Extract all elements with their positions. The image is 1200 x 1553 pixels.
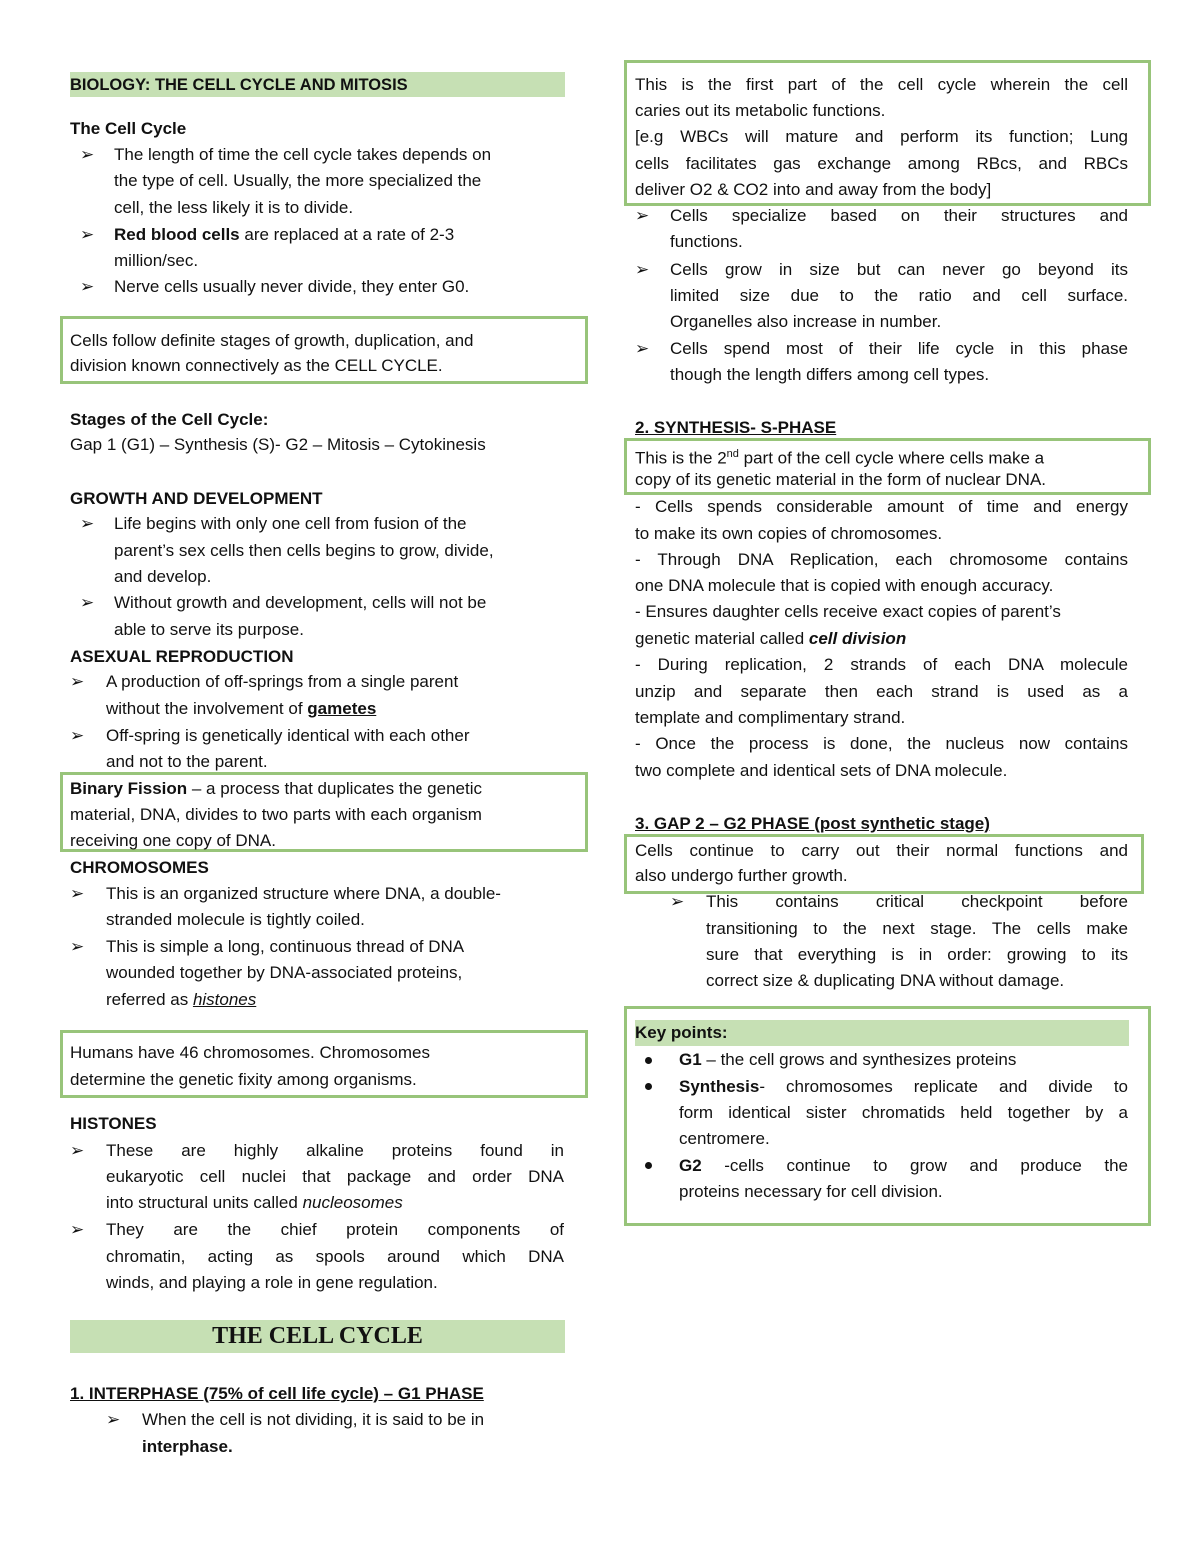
kp2-term: Synthesis: [679, 1077, 760, 1096]
interphase-bullet-line-2: interphase.: [142, 1437, 233, 1456]
definition-line-2: division known connectively as the CELL CYCLE.: [70, 356, 443, 375]
bullet-text: are replaced at a rate of 2-3: [244, 225, 455, 244]
arrowhead-bullet-icon: ➢: [635, 260, 650, 279]
g2-bullet-line-3: sure that everything is in order: growing to its: [706, 945, 1128, 964]
g2-heading: 3. GAP 2 – G2 PHASE (post synthetic stage): [635, 814, 990, 833]
arrowhead-bullet-icon: ➢: [70, 1220, 85, 1239]
chromo-bullet-2-line-1: This is simple a long, continuous thread of DNA: [106, 937, 465, 956]
interphase-bullet-line-1: When the cell is not dividing, it is said to be in: [142, 1410, 485, 1429]
arrowhead-bullet-icon: ➢: [80, 593, 95, 612]
synthesis-box-line-2: copy of its genetic material in the form of nuclear DNA.: [635, 470, 1047, 489]
g2-bullet-line-1: This contains critical checkpoint before: [706, 892, 1128, 911]
cell-cycle-bullet-2-line-2: million/sec.: [114, 251, 199, 270]
binary-fission-line-2: material, DNA, divides to two parts with each organism: [70, 805, 482, 824]
definition-line-1: Cells follow definite stages of growth, duplication, and: [70, 331, 474, 350]
growth-bullet-1-line-3: and develop.: [114, 567, 212, 586]
box-text: This is the 2: [635, 448, 727, 468]
histones-bullet-1-line-1: These are highly alkaline proteins found in: [106, 1141, 564, 1160]
synthesis-line-4: one DNA molecule that is copied with enough accuracy.: [635, 576, 1054, 595]
growth-bullet-2-line-1: Without growth and development, cells will not be: [114, 593, 487, 612]
cell-cycle-bullet-2-line-1: [114, 222, 454, 248]
synthesis-line-2: to make its own copies of chromosomes.: [635, 524, 943, 543]
g1-box-line-2: caries out its metabolic functions.: [635, 101, 886, 120]
chromosomes-heading: CHROMOSOMES: [70, 858, 209, 877]
cell-division-term: cell division: [808, 629, 907, 648]
document-title: BIOLOGY: THE CELL CYCLE AND MITOSIS: [70, 76, 408, 94]
kp3-term: G2: [679, 1156, 702, 1175]
synthesis-line-8: unzip and separate then each strand is used as a: [635, 682, 1128, 701]
histones-bullet-1-line-3: [106, 1190, 403, 1216]
cell-cycle-bullet-1-line-3: cell, the less likely it is to divide.: [114, 198, 354, 217]
g1-bullet-2-line-3: Organelles also increase in number.: [670, 312, 942, 331]
key-point-1: [679, 1047, 1016, 1073]
synthesis-line-3: - Through DNA Replication, each chromosome contains: [635, 550, 1128, 569]
g2-bullet-line-2: transitioning to the next stage. The cells make: [706, 919, 1128, 938]
key-point-3-line-1: [679, 1153, 1128, 1179]
arrowhead-bullet-icon: ➢: [70, 937, 85, 956]
binary-fission-line-3: receiving one copy of DNA.: [70, 831, 276, 850]
g1-bullet-3-line-1: Cells spend most of their life cycle in this phase: [670, 339, 1128, 358]
cell-cycle-bullet-1-line-1: The length of time the cell cycle takes depends on: [114, 145, 492, 164]
chromo-bullet-1-line-2: stranded molecule is tightly coiled.: [106, 910, 365, 929]
growth-heading: GROWTH AND DEVELOPMENT: [70, 489, 323, 508]
key-points-heading: Key points:: [635, 1023, 728, 1042]
g1-bullet-3-line-2: though the length differs among cell types.: [670, 365, 990, 384]
chromo-bullet-2-line-3: [106, 987, 256, 1013]
arrowhead-bullet-icon: ➢: [635, 339, 650, 358]
synthesis-line-1: - Cells spends considerable amount of time and energy: [635, 497, 1128, 516]
arrowhead-bullet-icon: ➢: [80, 514, 95, 533]
growth-bullet-2-line-2: able to serve its purpose.: [114, 620, 304, 639]
kp-text: -cells continue to grow and produce the: [701, 1156, 1128, 1175]
nucleosomes-term: nucleosomes: [302, 1193, 403, 1212]
section-title: THE CELL CYCLE: [212, 1323, 423, 1349]
binary-fission-term: Binary Fission: [70, 779, 188, 798]
key-point-2-line-3: centromere.: [679, 1129, 770, 1148]
bullet-text: referred as: [106, 990, 189, 1009]
asexual-bullet-2-line-2: and not to the parent.: [106, 752, 268, 771]
kp-text: - chromosomes replicate and divide to: [759, 1077, 1128, 1096]
asexual-bullet-2-line-1: Off-spring is genetically identical with each other: [106, 726, 470, 745]
synthesis-line-9: template and complimentary strand.: [635, 708, 906, 727]
histones-bullet-1-line-2: eukaryotic cell nuclei that package and order DNA: [106, 1167, 564, 1186]
binary-fission-line-1: [70, 776, 482, 802]
arrowhead-bullet-icon: ➢: [106, 1410, 121, 1429]
box-text: part of the cell cycle where cells make a: [738, 448, 1045, 468]
histones-bullet-2-line-2: chromatin, acting as spools around which DNA: [106, 1247, 564, 1266]
histones-heading: HISTONES: [70, 1114, 157, 1133]
g1-box-line-3: [e.g WBCs will mature and perform its function; Lung: [635, 127, 1128, 146]
histones-term: histones: [192, 990, 257, 1009]
round-bullet-icon: [645, 1083, 652, 1090]
kp-text: – the cell grows and synthesizes proteins: [701, 1050, 1017, 1069]
histones-bullet-2-line-3: winds, and playing a role in gene regulation.: [106, 1273, 438, 1292]
cell-cycle-bullet-1-line-2: the type of cell. Usually, the more specialized the: [114, 171, 482, 190]
key-point-2-line-2: form identical sister chromatids held together by a: [679, 1103, 1128, 1122]
chromo-bullet-2-line-2: wounded together by DNA-associated proteins,: [106, 963, 463, 982]
g1-bullet-2-line-1: Cells grow in size but can never go beyond its: [670, 260, 1128, 279]
red-blood-cells-term: Red blood cells: [114, 225, 240, 244]
arrowhead-bullet-icon: ➢: [80, 145, 95, 164]
cell-cycle-heading: The Cell Cycle: [70, 119, 187, 138]
chromo-bullet-1-line-1: This is an organized structure where DNA, a double-: [106, 884, 501, 903]
arrowhead-bullet-icon: ➢: [80, 277, 95, 296]
g1-box-line-1: This is the first part of the cell cycle wherein the cell: [635, 75, 1128, 94]
bullet-text: without the involvement of: [106, 699, 303, 718]
bullet-text: into structural units called: [106, 1193, 298, 1212]
synthesis-line-10: - Once the process is done, the nucleus now contains: [635, 734, 1128, 753]
box-text: – a process that duplicates the genetic: [187, 779, 482, 798]
g2-bullet-line-4: correct size & duplicating DNA without damage.: [706, 971, 1065, 990]
arrowhead-bullet-icon: ➢: [635, 206, 650, 225]
histones-bullet-2-line-1: They are the chief protein components of: [106, 1220, 564, 1239]
interphase-heading: 1. INTERPHASE (75% of cell life cycle) – G1 PHASE: [70, 1384, 484, 1403]
arrowhead-bullet-icon: ➢: [80, 225, 95, 244]
growth-bullet-1-line-2: parent’s sex cells then cells begins to grow, divide,: [114, 541, 494, 560]
synthesis-line-7: - During replication, 2 strands of each DNA molecule: [635, 655, 1128, 674]
asexual-bullet-1-line-2: [106, 696, 376, 722]
synthesis-heading: 2. SYNTHESIS- S-PHASE: [635, 418, 837, 437]
arrowhead-bullet-icon: ➢: [70, 884, 85, 903]
ordinal-suffix: nd: [726, 448, 739, 460]
asexual-heading: ASEXUAL REPRODUCTION: [70, 647, 294, 666]
g1-box-line-5: deliver O2 & CO2 into and away from the body]: [635, 180, 992, 199]
synthesis-line-11: two complete and identical sets of DNA molecule.: [635, 761, 1008, 780]
g1-bullet-2-line-2: limited size due to the ratio and cell surface.: [670, 286, 1128, 305]
g2-box-line-2: also undergo further growth.: [635, 866, 848, 885]
g1-bullet-1-line-2: functions.: [670, 232, 743, 251]
g2-box-line-1: Cells continue to carry out their normal functions and: [635, 841, 1128, 860]
key-point-2-line-1: [679, 1074, 1128, 1100]
growth-bullet-1-line-1: Life begins with only one cell from fusion of the: [114, 514, 467, 533]
arrowhead-bullet-icon: ➢: [70, 1141, 85, 1160]
round-bullet-icon: [645, 1057, 652, 1064]
arrowhead-bullet-icon: ➢: [670, 892, 685, 911]
synthesis-line-5: - Ensures daughter cells receive exact copies of parent’s: [635, 602, 1061, 621]
kp1-term: G1: [679, 1050, 702, 1069]
key-point-3-line-2: proteins necessary for cell division.: [679, 1182, 943, 1201]
g1-bullet-1-line-1: Cells specialize based on their structures and: [670, 206, 1128, 225]
humans-box-line-2: determine the genetic fixity among organisms.: [70, 1070, 417, 1089]
stages-text: Gap 1 (G1) – Synthesis (S)- G2 – Mitosis – Cytokinesis: [70, 435, 486, 454]
stages-heading: Stages of the Cell Cycle:: [70, 410, 269, 429]
round-bullet-icon: [645, 1162, 652, 1169]
arrowhead-bullet-icon: ➢: [70, 726, 85, 745]
body-text: genetic material called: [635, 629, 805, 648]
gametes-term: gametes: [307, 699, 377, 718]
asexual-bullet-1-line-1: A production of off-springs from a single parent: [106, 672, 459, 691]
g1-box-line-4: cells facilitates gas exchange among RBcs, and RBCs: [635, 154, 1128, 173]
cell-cycle-bullet-3: Nerve cells usually never divide, they enter G0.: [114, 277, 470, 296]
arrowhead-bullet-icon: ➢: [70, 672, 85, 691]
humans-box-line-1: Humans have 46 chromosomes. Chromosomes: [70, 1043, 430, 1062]
synthesis-line-6: [635, 626, 906, 652]
